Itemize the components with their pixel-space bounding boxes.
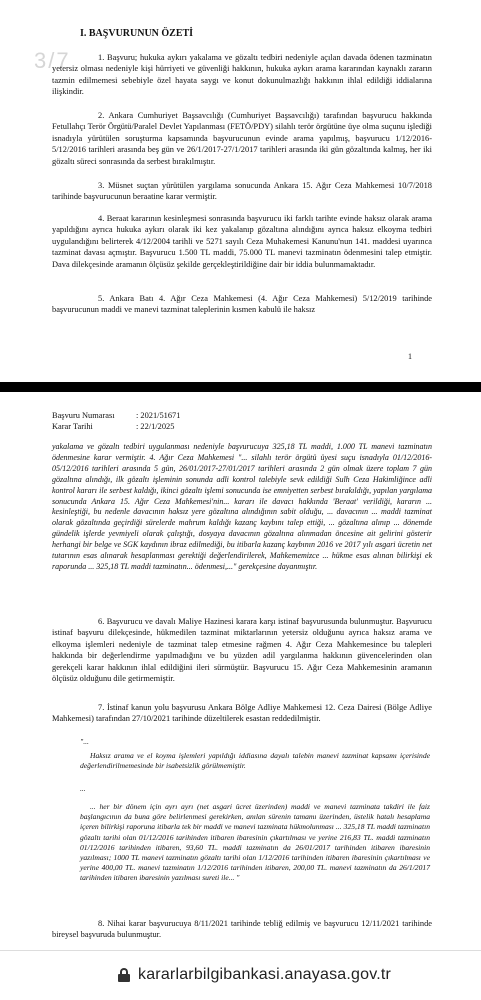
paragraph-2: 2. Ankara Cumhuriyet Başsavcılığı (Cumhuriyet Başsavcılığı) tarafından başvurucu hakkında Fetullahçı Terör Örgütü/Paralel Devlet Yapılanması (FETÖ/PDY) silahlı terör örgütüne üye olma suçunu işlediği isnadıyla yürütülen soruşturma kapsamında başvurucunun evinde arama yapılmış, başvurucu 1/12/2016-5/12/2016 tarihleri arasında beş gün ve 26/1/2017-27/1/2017 tarihleri arasında iki gün gözaltında kalmış, her iki gözaltı süreci sonrasında da serbest bırakılmıştır. <box>52 111 432 166</box>
application-number-value: : 2021/51671 <box>136 411 181 420</box>
lock-icon <box>118 968 130 982</box>
quote-dots: ... <box>80 784 86 793</box>
url-text[interactable]: kararlarbilgibankasi.anayasa.gov.tr <box>138 966 392 983</box>
paragraph-7: 7. İstinaf kanun yolu başvurusu Ankara Bölge Adliye Mahkemesi 12. Ceza Dairesi (Bölge Adliye Mahkemesi) tarafından 27/10/2021 tarihinde düzeltilerek esastan reddedilmiştir. <box>52 703 432 724</box>
page-watermark: 3/7 <box>34 48 71 73</box>
section-title: I. BAŞVURUNUN ÖZETİ <box>80 28 194 39</box>
paragraph-4: 4. Beraat kararının kesinleşmesi sonrasında başvurucu iki farklı tarihte evinde haksız olarak arama yapıldığını ayrıca hukuka aykırı olarak iki kez yakalanıp gözaltına alındığını ayrıca haksız elkoyma tedbiri uygulandığını belirterek 4/12/2004 tarihli ve 5271 sayılı Ceza Muhakemesi Kanunu'nun 141. maddesi uyarınca tazminat davası açmıştır. Başvurucu 1.500 TL maddi, 75.000 TL manevi tazminatın ödenmesini talep etmiştir. Dava dilekçesinde aramanın ölçüsüz şekilde gerçekleştirildiğine dair bir iddia bulunmamaktadır. <box>52 214 432 269</box>
quote-2: ... her bir dönem için ayrı ayrı (net asgari ücret üzerinden) maddi ve manevi tazminata takdiri ile faiz başlangıcının da buna göre belirlenmesi gerekirken, anılan sürenin tamamı üzerinden, üstelik hatalı hesaplama içeren bilirkişi raporuna itibarla tek bir maddi ve manevi tazminata hükmolunması ... 325,18 TL maddi tazminatın gözaltı tarihi olan 01/12/2016 tarihinden itibaren ibaresinin çıkartılması ve yerine 216,83 TL. maddi tazminatın 01/12/2016 tarihinden itibaren, 93,60 TL. maddi tazminatın da 26/01/2017 tarihinden itibaren ibaresinin yazılması; 1000 TL manevi tazminatın gözaltı tarihi olan 1/12/2016 tarihinden itibaren ibaresinin çıkartılması ve yerine 400,00 TL. manevi tazminatın 1/12/2016 tarihinden itibaren, 200,00 TL. manevi tazminatın da 26/1/2017 tarihinden itibaren ibaresinin yazılması sureti ile... " <box>80 802 430 883</box>
paragraph-5: 5. Ankara Batı 4. Ağır Ceza Mahkemesi (4. Ağır Ceza Mahkemesi) 5/12/2019 tarihinde başvurucunun maddi ve manevi tazminat taleplerinin kısmen kabulü ile haksız <box>52 294 432 315</box>
document-page-1 <box>0 0 481 382</box>
quote-open: "... <box>80 737 89 746</box>
decision-date <box>52 421 174 432</box>
decision-date-value: : 22/1/2025 <box>136 422 175 431</box>
application-number <box>52 410 180 421</box>
quote-1: Haksız arama ve el koyma işlemleri yapıldığı iddiasına dayalı talebin manevi tazminat kapsamı içerisinde değerlendirilmemesinde bir isabetsizlik görülmemiştir. <box>80 751 430 771</box>
application-number-label: Başvuru Numarası <box>52 411 115 420</box>
page-number: 1 <box>408 352 412 361</box>
paragraph-1: 1. Başvuru; hukuka aykırı yakalama ve gözaltı tedbiri nedeniyle açılan davada ödenen tazminatın yetersiz olması nedeniyle kişi hürriyeti ve güvenliği hakkının, hukuka aykırı arama kararından kaynaklı zararın tazmin edilmemesi sebebiyle özel hayata saygı ve konut dokunulmazlığı hakkının ihlal edildiği iddialarına ilişkindir. <box>52 53 432 97</box>
browser-address-bar[interactable] <box>0 950 481 1000</box>
document-page-2 <box>0 392 481 950</box>
paragraph-8: 8. Nihai karar başvurucuya 8/11/2021 tarihinde tebliğ edilmiş ve başvurucu 12/11/2021 tarihinde bireysel başvuruda bulunmuştur. <box>52 919 432 940</box>
paragraph-3: 3. Müsnet suçtan yürütülen yargılama sonucunda Ankara 15. Ağır Ceza Mahkemesi 10/7/2018 tarihinde başvurucunun beraatine karar vermiştir. <box>52 181 432 202</box>
paragraph-6: 6. Başvurucu ve davalı Maliye Hazinesi karara karşı istinaf başvurusunda bulunmuştur. Başvurucu istinaf başvuru dilekçesinde, hükmedilen tazminat miktarlarının yetersiz olduğunu ayrıca haksız arama ve elkoyma işlemleri nedeniyle de tazminat talep etmesine rağmen 4. Ağır Ceza Mahkemesince bu talepleri hakkında bir değerlendirme yapılmadığını ve bu yüzden adil yargılanma hakkının güvencelerinden olan gerekçeli karar hakkının ihlal edildiğini ileri sürmüştür. Başvurucu 15. Ağır Ceza Mahkemesinin aramanın ölçüsüz olduğunu dile getirmemiştir. <box>52 617 432 684</box>
paragraph-5-continued: yakalama ve gözaltı tedbiri uygulanması nedeniyle başvurucuya 325,18 TL maddi, 1.000 TL manevi tazminatın ödenmesine karar vermiştir. 4. Ağır Ceza Mahkemesi "... silahlı terör örgütü üyesi suçu isnadıyla 01/12/2016-05/12/2016 tarihleri arasında 5 gün, 26/01/2017-27/01/2017 tarihleri arasında 2 gün olmak üzere toplam 7 gün gözaltına alındığı, ilk gözaltı işleminin sonunda adli kontrol talebiyle sevk edildiği Sulh Ceza Hakimliğince adli kontrol kararı ile serbest kaldığı, ikinci gözaltı işlemi sonucunda ise emniyetten serbest bırakıldığı, yapılan yargılama sonucunda Ankara 15. Ağır Ceza Mahkemesi'nin... kararı ile davacı hakkında 'Beraat' verildiği, kararın ... kesinleştiği, bu nedenle davacının haksız yere gözaltına alındığının sabit olduğu, ... davacının ... maddi tazminat olarak gözaltında geçirdiği sürelerde mahrum kaldığı kazanç kaybını talep ettiği, ... gözaltına alınıp ... dönemde gündelik işlerde yevmiyeli olarak çalıştığı, dosyaya davacının gözaltına alınmadan öncesine ait gelirini gösterir herhangi bir belge ve SGK kaydının ibraz edilmediği, bu itibarla kazanç kaybının 2016 ve 2017 yılı asgari ücretin net tutarının esas alınarak hesaplanması gerektiği değerlendirilerek, Mahkememizce ... hükme esas alınan bilirkişi ek raporunda ... 325,18 TL maddi tazminatın... ödenmesi,..." gerekçesine dayanmıştır. <box>52 442 432 571</box>
decision-date-label: Karar Tarihi <box>52 422 93 431</box>
